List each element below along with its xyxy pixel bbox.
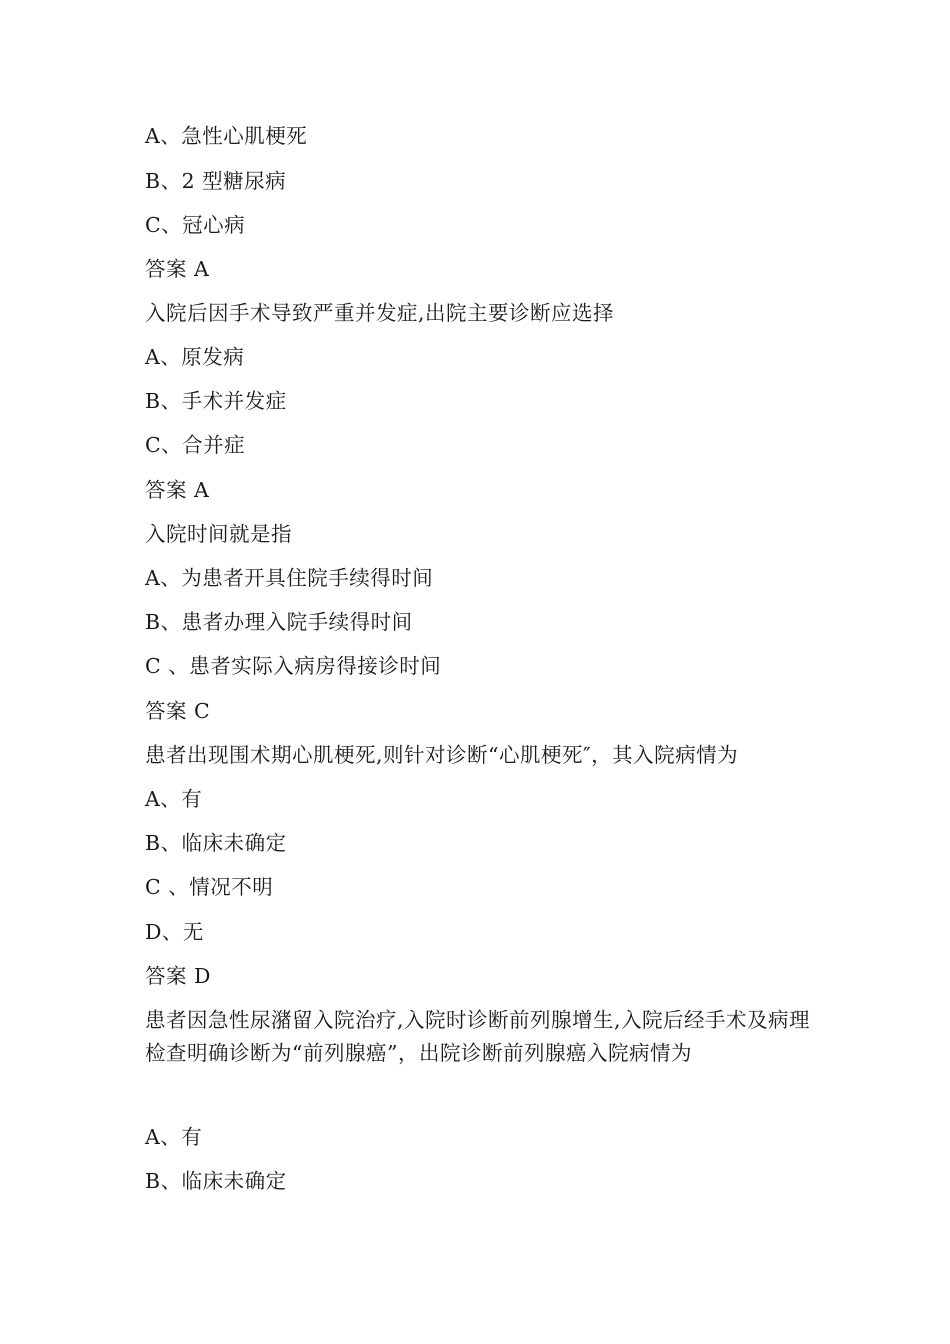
answer-text: 答案 C [145, 699, 211, 723]
option-c-text: C、合并症 [145, 433, 246, 457]
option-b-text: B、患者办理入院手续得时间 [145, 610, 413, 634]
option-c-text: C、冠心病 [145, 213, 246, 237]
option-a-text: A、为患者开具住院手续得时间 [145, 566, 434, 590]
option-a-text: A、急性心肌梗死 [145, 124, 308, 148]
option-a-text: A、有 [145, 1125, 203, 1149]
option-b-text: B、临床未确定 [145, 1169, 287, 1193]
option-a-text: A、原发病 [145, 345, 245, 369]
option-d-text: D、无 [145, 920, 204, 944]
answer-text: 答案 A [145, 478, 210, 502]
question-text: 患者出现围术期心肌梗死,则针对诊断“心肌梗死″，其入院病情为 [145, 743, 739, 767]
option-a-text: A、有 [145, 787, 203, 811]
answer-text: 答案 A [145, 257, 210, 281]
question-text: 入院后因手术导致严重并发症,出院主要诊断应选择 [145, 301, 615, 325]
question-text: 患者因急性尿潴留入院治疗,入院时诊断前列腺增生,入院后经手术及病理检查明确诊断为“前列腺癌”，出院诊断前列腺癌入院病情为 [145, 1008, 811, 1065]
option-b-text: B、手术并发症 [145, 389, 287, 413]
option-c-text: C 、情况不明 [145, 875, 274, 899]
question-text: 入院时间就是指 [145, 522, 292, 546]
option-b-text: B、临床未确定 [145, 831, 287, 855]
option-c-text: C 、患者实际入病房得接诊时间 [145, 654, 442, 678]
option-b-text: B、2 型糖尿病 [145, 169, 287, 193]
answer-text: 答案 D [145, 964, 211, 988]
